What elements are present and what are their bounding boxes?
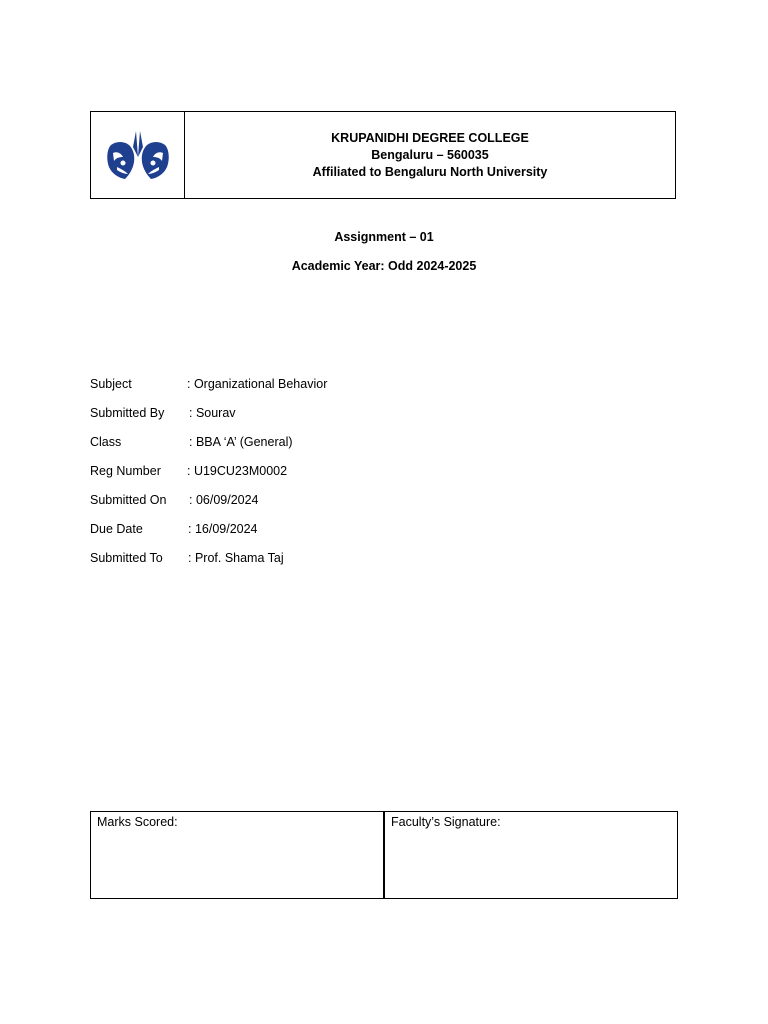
detail-value: : BBA ‘A’ (General) [189, 435, 293, 449]
detail-label: Class [90, 435, 122, 449]
academic-year: Academic Year: Odd 2024-2025 [291, 259, 477, 273]
assignment-title: Assignment – 01 [334, 230, 434, 244]
faculty-signature-label: Faculty’s Signature: [391, 815, 501, 829]
detail-label: Subject [90, 377, 132, 391]
college-crest-icon [103, 127, 173, 183]
detail-value: : Sourav [189, 406, 236, 420]
detail-label: Due Date [90, 522, 143, 536]
college-title-cell [185, 112, 675, 198]
detail-value: : U19CU23M0002 [187, 464, 288, 478]
detail-label: Reg Number [90, 464, 161, 478]
detail-value: : Prof. Shama Taj [188, 551, 284, 565]
faculty-signature-cell [385, 812, 677, 898]
detail-value: : 16/09/2024 [188, 522, 258, 536]
detail-label: Submitted By [90, 406, 165, 420]
detail-value: : Organizational Behavior [187, 377, 328, 391]
header-table [90, 111, 676, 199]
logo-cell [91, 112, 185, 198]
college-affiliation: Affiliated to Bengaluru North University [312, 164, 548, 179]
detail-label: Submitted To [90, 551, 163, 565]
marks-scored-label: Marks Scored: [97, 815, 178, 829]
college-location: Bengaluru – 560035 [371, 147, 489, 162]
marks-scored-cell [91, 812, 385, 898]
detail-label: Submitted On [90, 493, 167, 507]
detail-value: : 06/09/2024 [189, 493, 259, 507]
evaluation-table [90, 811, 678, 899]
college-name: KRUPANIDHI DEGREE COLLEGE [331, 130, 529, 145]
